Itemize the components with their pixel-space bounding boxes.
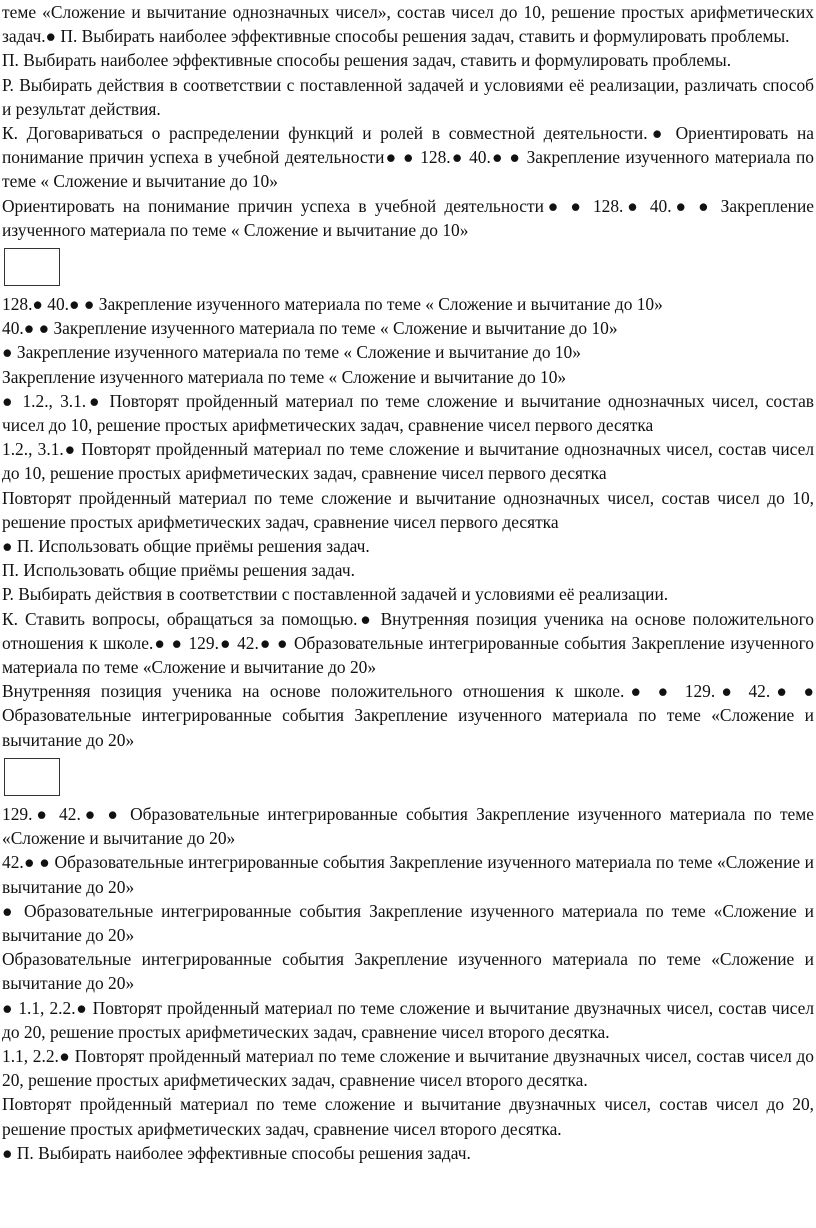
paragraph: 129.● 42.● ● Образовательные интегрированные события Закрепление изученного материала по теме «Сложение и вычитание до 20» [2,803,814,849]
paragraph: Образовательные интегрированные события Закрепление изученного материала по теме «Сложение и вычитание до 20» [2,949,814,994]
paragraph: Повторят пройденный материал по теме сложение и вычитание двузначных чисел, состав чисел до 20, решение простых арифметических задач, сравнение чисел второго десятка. [2,1094,814,1139]
empty-box [4,248,60,286]
paragraph: 1.2., 3.1.● Повторят пройденный материал по теме сложение и вычитание однозначных чисел, состав чисел до 10, решение простых арифметических задач, сравнение чисел первого десятка [2,439,814,484]
empty-box [4,758,60,796]
paragraph: Повторят пройденный материал по теме сложение и вычитание однозначных чисел, состав чисел до 10, решение простых арифметических задач, сравнение чисел первого десятка [2,487,814,532]
paragraph: 42.● ● Образовательные интегрированные события Закрепление изученного материала по теме «Сложение и вычитание до 20» [2,852,814,897]
paragraph: К. Ставить вопросы, обращаться за помощью.● Внутренняя позиция ученика на основе положительного отношения к школе.● ● 129.● 42.● ● Образовательные интегрированные события Закрепление изученного материала по теме «Сложение и вычитание до 20» [2,608,814,678]
paragraph: 128.● 40.● ● Закрепление изученного материала по теме « Сложение и вычитание до 10» [2,294,663,315]
paragraph: ● П. Использовать общие приёмы решения задач. [2,536,370,557]
paragraph: 1.1, 2.2.● Повторят пройденный материал по теме сложение и вычитание двузначных чисел, состав чисел до 20, решение простых арифметических задач, сравнение чисел второго десятка. [2,1045,814,1091]
paragraph: Закрепление изученного материала по теме « Сложение и вычитание до 10» [2,366,567,387]
paragraph: Ориентировать на понимание причин успеха в учебной деятельности● ● 128.● 40.● ● Закрепление изученного материала по теме « Сложение и вычитание до 10» [2,195,814,240]
paragraph: ● 1.2., 3.1.● Повторят пройденный материал по теме сложение и вычитание однозначных чисел, состав чисел до 10, решение простых арифметических задач, сравнение чисел первого десятка [2,390,814,436]
paragraph: Р. Выбирать действия в соответствии с поставленной задачей и условиями её реализации, различать способ и результат действия. [2,74,814,119]
paragraph: ● П. Выбирать наиболее эффективные способы решения задач. [2,1142,471,1163]
paragraph: ● Закрепление изученного материала по теме « Сложение и вычитание до 10» [2,342,581,363]
paragraph: П. Выбирать наиболее эффективные способы решения задач, ставить и формулировать проблемы. [2,50,732,71]
paragraph: П. Использовать общие приёмы решения задач. [2,560,355,581]
paragraph: Внутренняя позиция ученика на основе положительного отношения к школе.● ● 129.● 42.● ● Образовательные интегрированные события Закрепление изученного материала по теме «Сложение и вычитание до 20» [2,681,814,750]
paragraph: Р. Выбирать действия в соответствии с поставленной задачей и условиями её реализации. [2,584,669,605]
paragraph: ● 1.1, 2.2.● Повторят пройденный материал по теме сложение и вычитание двузначных чисел, состав чисел до 20, решение простых арифметических задач, сравнение чисел второго десятка. [2,997,814,1042]
paragraph: ● Образовательные интегрированные события Закрепление изученного материала по теме «Сложение и вычитание до 20» [2,900,814,945]
paragraph: 40.● ● Закрепление изученного материала по теме « Сложение и вычитание до 10» [2,318,618,339]
paragraph: К. Договариваться о распределении функций и ролей в совместной деятельности.● Ориентировать на понимание причин успеха в учебной деятельности● ● 128.● 40.● ● Закрепление изученного материала по теме « Сложение и вычитание до 10» [2,123,814,192]
paragraph: теме «Сложение и вычитание однозначных чисел», состав чисел до 10, решение простых арифметических задач.● П. Выбирать наиболее эффективные способы решения задач, ставить и формулировать проблемы. [2,2,814,47]
